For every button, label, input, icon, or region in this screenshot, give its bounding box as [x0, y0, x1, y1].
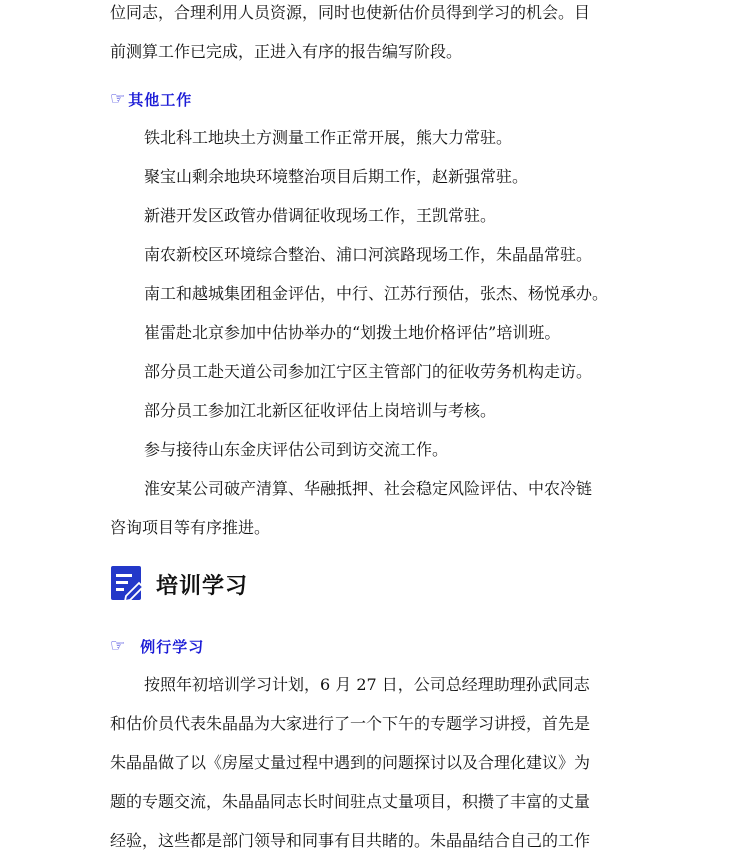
pointing-hand-icon: ☞	[110, 89, 127, 109]
list-item: 聚宝山剩余地块环境整治项目后期工作，赵新强常驻。	[144, 167, 529, 186]
intro-line-2: 前测算工作已完成，正进入有序的报告编写阶段。	[110, 42, 463, 61]
other-work-heading	[110, 89, 192, 110]
list-item: 部分员工赴天道公司参加江宁区主管部门的征收劳务机构走访。	[144, 362, 593, 381]
list-item: 新港开发区政管办借调征收现场工作，王凯常驻。	[144, 206, 497, 225]
list-item: 南工和越城集团租金评估，中行、江苏行预估，张杰、杨悦承办。	[144, 284, 609, 303]
list-item: 咨询项目等有序推进。	[110, 518, 271, 537]
training-section-heading	[110, 565, 248, 603]
list-item: 部分员工参加江北新区征收评估上岗培训与考核。	[144, 401, 497, 420]
intro-paragraph	[110, 0, 632, 71]
training-section-title: 培训学习	[156, 573, 249, 599]
study-line-5: 经验，这些都是部门领导和同事有目共睹的。朱晶晶结合自己的工作	[110, 831, 591, 850]
other-work-title: 其他工作	[128, 91, 193, 109]
study-line-4: 题的专题交流，朱晶晶同志长时间驻点丈量项目，积攒了丰富的丈量	[110, 792, 591, 811]
pointing-hand-icon: ☞	[110, 636, 127, 656]
study-line-1: 按照年初培训学习计划，6 月 27 日，公司总经理助理孙武同志	[144, 675, 590, 694]
study-line-3: 朱晶晶做了以《房屋丈量过程中遇到的问题探讨以及合理化建议》为	[110, 753, 591, 772]
list-item: 崔雷赴北京参加中估协举办的“划拨土地价格评估”培训班。	[144, 323, 561, 342]
list-item: 铁北科工地块土方测量工作正常开展，熊大力常驻。	[144, 128, 513, 147]
routine-study-paragraph	[110, 665, 632, 860]
other-work-list	[110, 118, 632, 547]
edit-document-icon	[110, 565, 144, 603]
routine-study-title: 例行学习	[140, 638, 205, 656]
list-item: 南农新校区环境综合整治、浦口河滨路现场工作，朱晶晶常驻。	[144, 245, 593, 264]
study-line-2: 和估价员代表朱晶晶为大家进行了一个下午的专题学习讲授，首先是	[110, 714, 591, 733]
list-item: 淮安某公司破产清算、华融抵押、社会稳定风险评估、中农冷链	[144, 479, 593, 498]
list-item: 参与接待山东金庆评估公司到访交流工作。	[144, 440, 449, 459]
intro-line-1: 位同志，合理利用人员资源，同时也使新估价员得到学习的机会。目	[110, 3, 591, 22]
routine-study-heading	[110, 636, 204, 657]
